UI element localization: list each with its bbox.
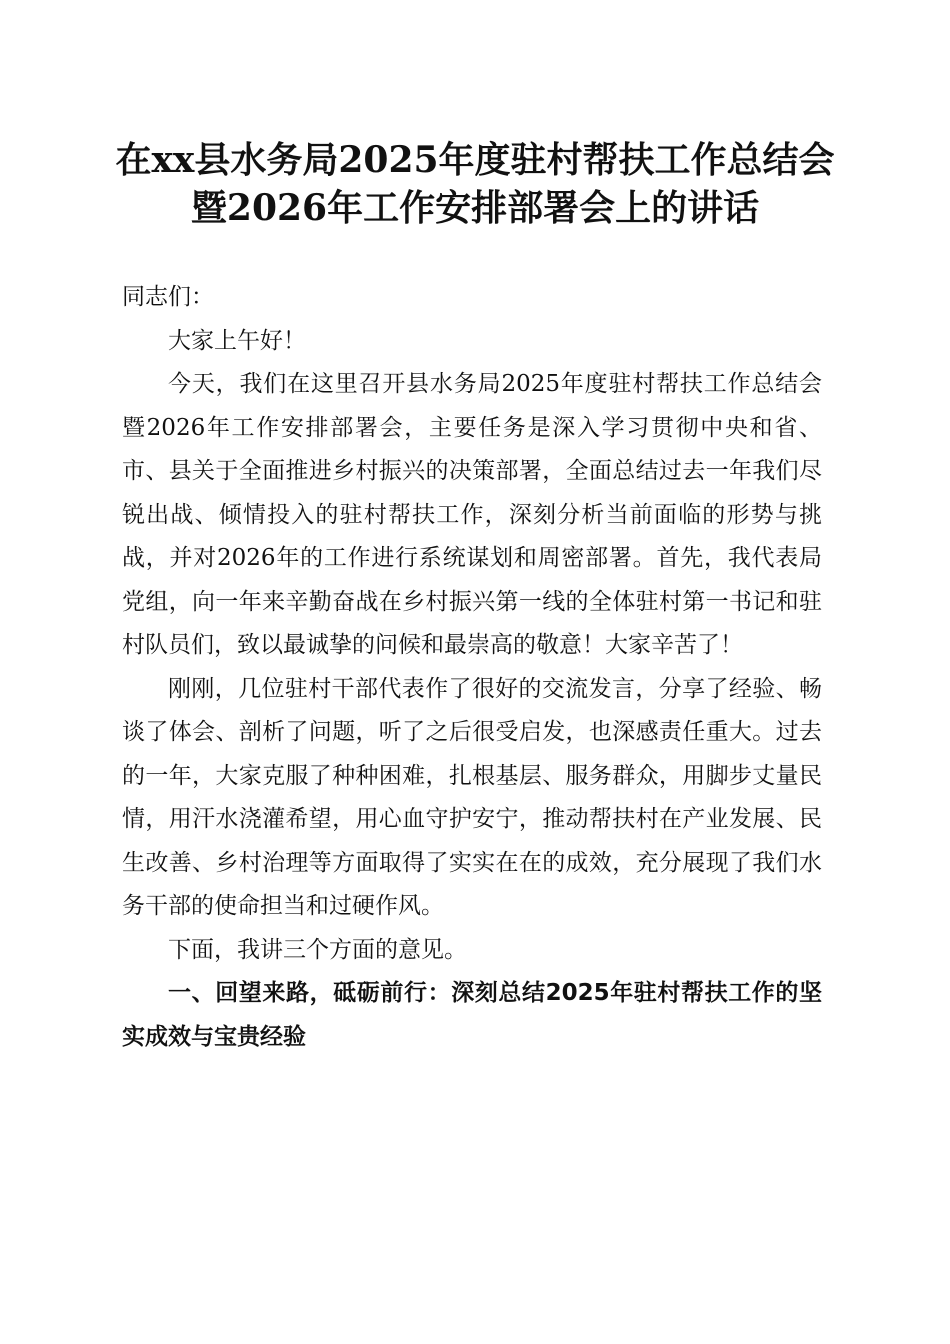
title-line-1: 在xx县水务局2025年度驻村帮扶工作总结会 (115, 139, 835, 181)
salutation: 同志们： (122, 284, 214, 310)
paragraph-review: 刚刚，几位驻村干部代表作了很好的交流发言，分享了经验、畅谈了体会、剖析了问题，听了之后很受启发，也深感责任重大。过去的一年，大家克服了种种困难，扎根基层、服务群众，用脚步丈量民情，用汗水浇灌希望，用心血守护安宁，推动帮扶村在产业发展、民生改善、乡村治理等方面取得了实实在在的成效，充分展现了我们水务干部的使命担当和过硬作风。 (122, 675, 822, 919)
paragraph-outline: 下面，我讲三个方面的意见。 (168, 936, 467, 963)
title-line-2: 暨2026年工作安排部署会上的讲话 (190, 187, 760, 229)
document-title (100, 136, 850, 232)
paragraph-opening: 今天，我们在这里召开县水务局2025年度驻村帮扶工作总结会暨2026年工作安排部署会，主要任务是深入学习贯彻中央和省、市、县关于全面推进乡村振兴的决策部署，全面总结过去一年我们尽锐出战、倾情投入的驻村帮扶工作，深刻分析当前面临的形势与挑战，并对2026年的工作进行系统谋划和周密部署。首先，我代表局党组，向一年来辛勤奋战在乡村振兴第一线的全体驻村第一书记和驻村队员们，致以最诚挚的问候和最崇高的敬意！大家辛苦了！ (122, 371, 822, 658)
document-body (122, 276, 822, 1059)
section-heading-1: 一、回望来路，砥砺前行：深刻总结2025年驻村帮扶工作的坚实成效与宝贵经验 (122, 980, 822, 1050)
greeting: 大家上午好！ (168, 327, 306, 354)
